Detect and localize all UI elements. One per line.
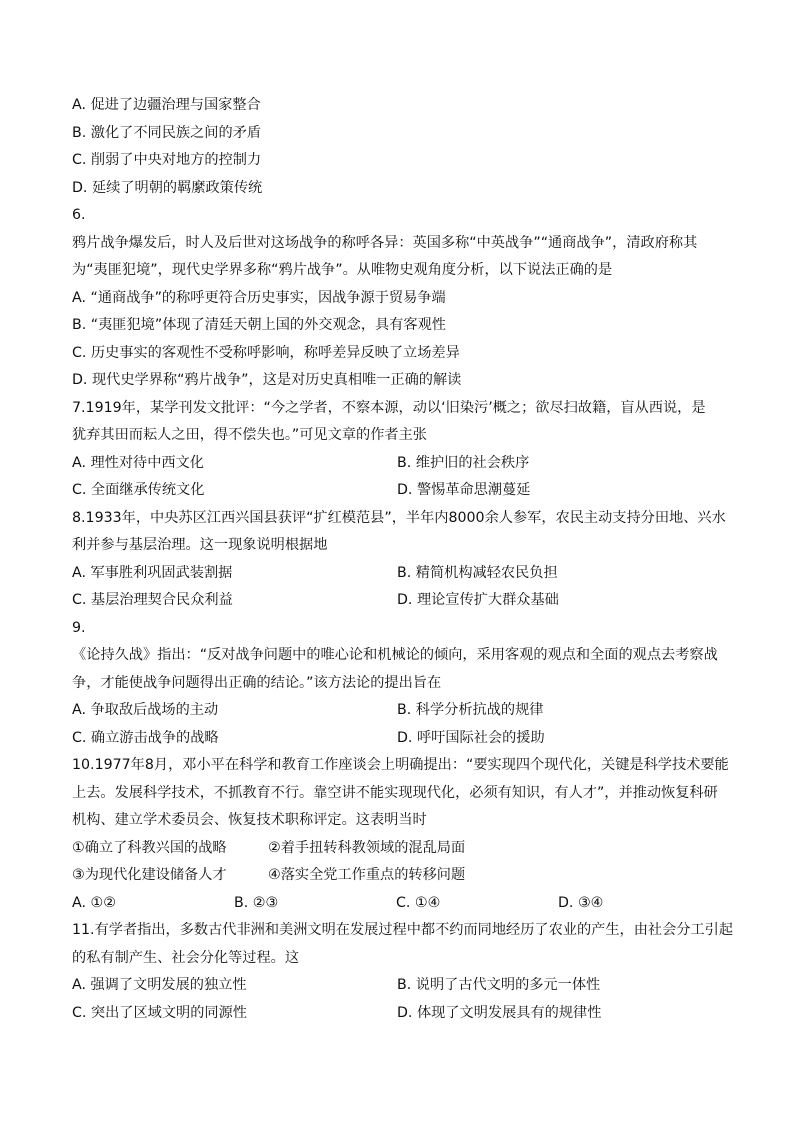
question-stem-line: 7.1919年，某学刊发文批评：“今之学者，不察本源，动以‘旧染污’概之；欲尽扫故籍，盲从西说，是	[72, 399, 706, 416]
statement-item: ③为现代化建设储备人才	[72, 867, 227, 883]
option-b: B. 精简机构减轻农民负担	[397, 564, 558, 581]
option-c: C. 全面继承传统文化	[72, 482, 205, 498]
statement-item: ②着手扭转科教领域的混乱局面	[268, 839, 466, 856]
question-7	[72, 395, 722, 505]
option-c: C. 历史事实的客观性不受称呼影响，称呼差异反映了立场差异	[72, 344, 460, 361]
question-stem-line: 11.有学者指出，多数古代非洲和美洲文明在发展过程中都不约而同地经历了农业的产生，由社会分工引起	[72, 922, 734, 938]
option-a: A. 军事胜利巩固武装割据	[72, 564, 233, 581]
option-d: D. 体现了文明发展具有的规律性	[397, 1004, 602, 1021]
question-stem-line: 10.1977年8月，邓小平在科学和教育工作座谈会上明确提出：“要实现四个现代化，关键是科学技术要能	[72, 757, 729, 773]
options-row	[72, 477, 722, 505]
question-9	[72, 615, 722, 753]
question-stem-line: 上去。发展科学技术，不抓教育不行。靠空讲不能实现现代化，必须有知识，有人才”，并推动恢复科研	[72, 784, 718, 801]
question-number: 6.	[72, 207, 86, 223]
exam-page	[72, 92, 734, 1027]
statement-item: ①确立了科教兴国的战略	[72, 839, 227, 856]
option-b: B. 说明了古代文明的多元一体性	[397, 977, 601, 993]
option-d: D. ③④	[558, 894, 604, 911]
question-5	[72, 92, 722, 202]
question-stem-line: 争，才能使战争问题得出正确的结论。”该方法论的提出旨在	[72, 674, 442, 691]
option-b: B. ②③	[234, 894, 279, 911]
option-a: A. “通商战争”的称呼更符合历史事实，因战争源于贸易争端	[72, 289, 446, 306]
question-stem-line: 8.1933年，中央苏区江西兴国县获评“扩红模范县”，半年内8000余人参军，农民主动支持分田地、兴水	[72, 509, 726, 526]
question-stem-line: 的私有制产生、社会分化等过程。这	[72, 949, 300, 966]
statement-item: ④落实全党工作重点的转移问题	[268, 867, 466, 883]
statements-row	[72, 835, 722, 863]
question-8	[72, 505, 726, 615]
question-stem-line: 《论持久战》指出：“反对战争问题中的唯心论和机械论的倾向，采用客观的观点和全面的观点去考察战	[72, 647, 718, 663]
option-a: A. ①②	[72, 894, 116, 911]
options-row	[72, 890, 722, 918]
question-stem-line: 鸦片战争爆发后，时人及后世对这场战争的称呼各异：英国多称“中英战争”“通商战争”，清政府称其	[72, 234, 698, 251]
option-d: D. 呼吁国际社会的援助	[397, 729, 545, 746]
option-b: B. 激化了不同民族之间的矛盾	[72, 124, 262, 141]
options-row	[72, 1000, 722, 1028]
question-stem-line: 机构、建立学术委员会、恢复技术职称评定。这表明当时	[72, 812, 427, 828]
option-d: D. 延续了明朝的羁縻政策传统	[72, 179, 263, 196]
options-row	[72, 697, 722, 725]
option-c: C. 确立游击战争的战略	[72, 729, 219, 746]
option-d: D. 现代史学界称“鸦片战争”，这是对历史真相唯一正确的解读	[72, 372, 462, 388]
statements-row	[72, 862, 722, 890]
option-c: C. ①④	[396, 894, 441, 911]
question-11	[72, 917, 734, 1027]
option-d: D. 理论宣传扩大群众基础	[397, 592, 559, 608]
question-stem-line: 为“夷匪犯境”，现代史学界多称“鸦片战争”。从唯物史观角度分析，以下说法正确的是	[72, 262, 613, 278]
question-stem-line: 犹弃其田而耘人之田，得不偿失也。”可见文章的作者主张	[72, 427, 427, 443]
question-6	[72, 202, 722, 395]
option-a: A. 促进了边疆治理与国家整合	[72, 97, 261, 113]
question-10	[72, 752, 729, 917]
options-row	[72, 972, 722, 1000]
option-c: C. 基层治理契合民众利益	[72, 592, 233, 608]
question-stem-line: 利并参与基层治理。这一现象说明根据地	[72, 537, 328, 553]
option-a: A. 强调了文明发展的独立性	[72, 977, 247, 993]
option-b: B. “夷匪犯境”体现了清廷天朝上国的外交观念，具有客观性	[72, 317, 446, 333]
option-b: B. 维护旧的社会秩序	[397, 454, 530, 471]
option-c: C. 突出了区域文明的同源性	[72, 1004, 247, 1021]
option-a: A. 争取敌后战场的主动	[72, 702, 219, 718]
question-number: 9.	[72, 619, 86, 636]
options-row	[72, 450, 722, 478]
option-b: B. 科学分析抗战的规律	[397, 702, 544, 718]
option-c: C. 削弱了中央对地方的控制力	[72, 152, 262, 168]
option-d: D. 警惕革命思潮蔓延	[397, 482, 531, 498]
options-row	[72, 587, 722, 615]
option-a: A. 理性对待中西文化	[72, 454, 204, 471]
options-row	[72, 725, 722, 753]
options-row	[72, 560, 722, 588]
